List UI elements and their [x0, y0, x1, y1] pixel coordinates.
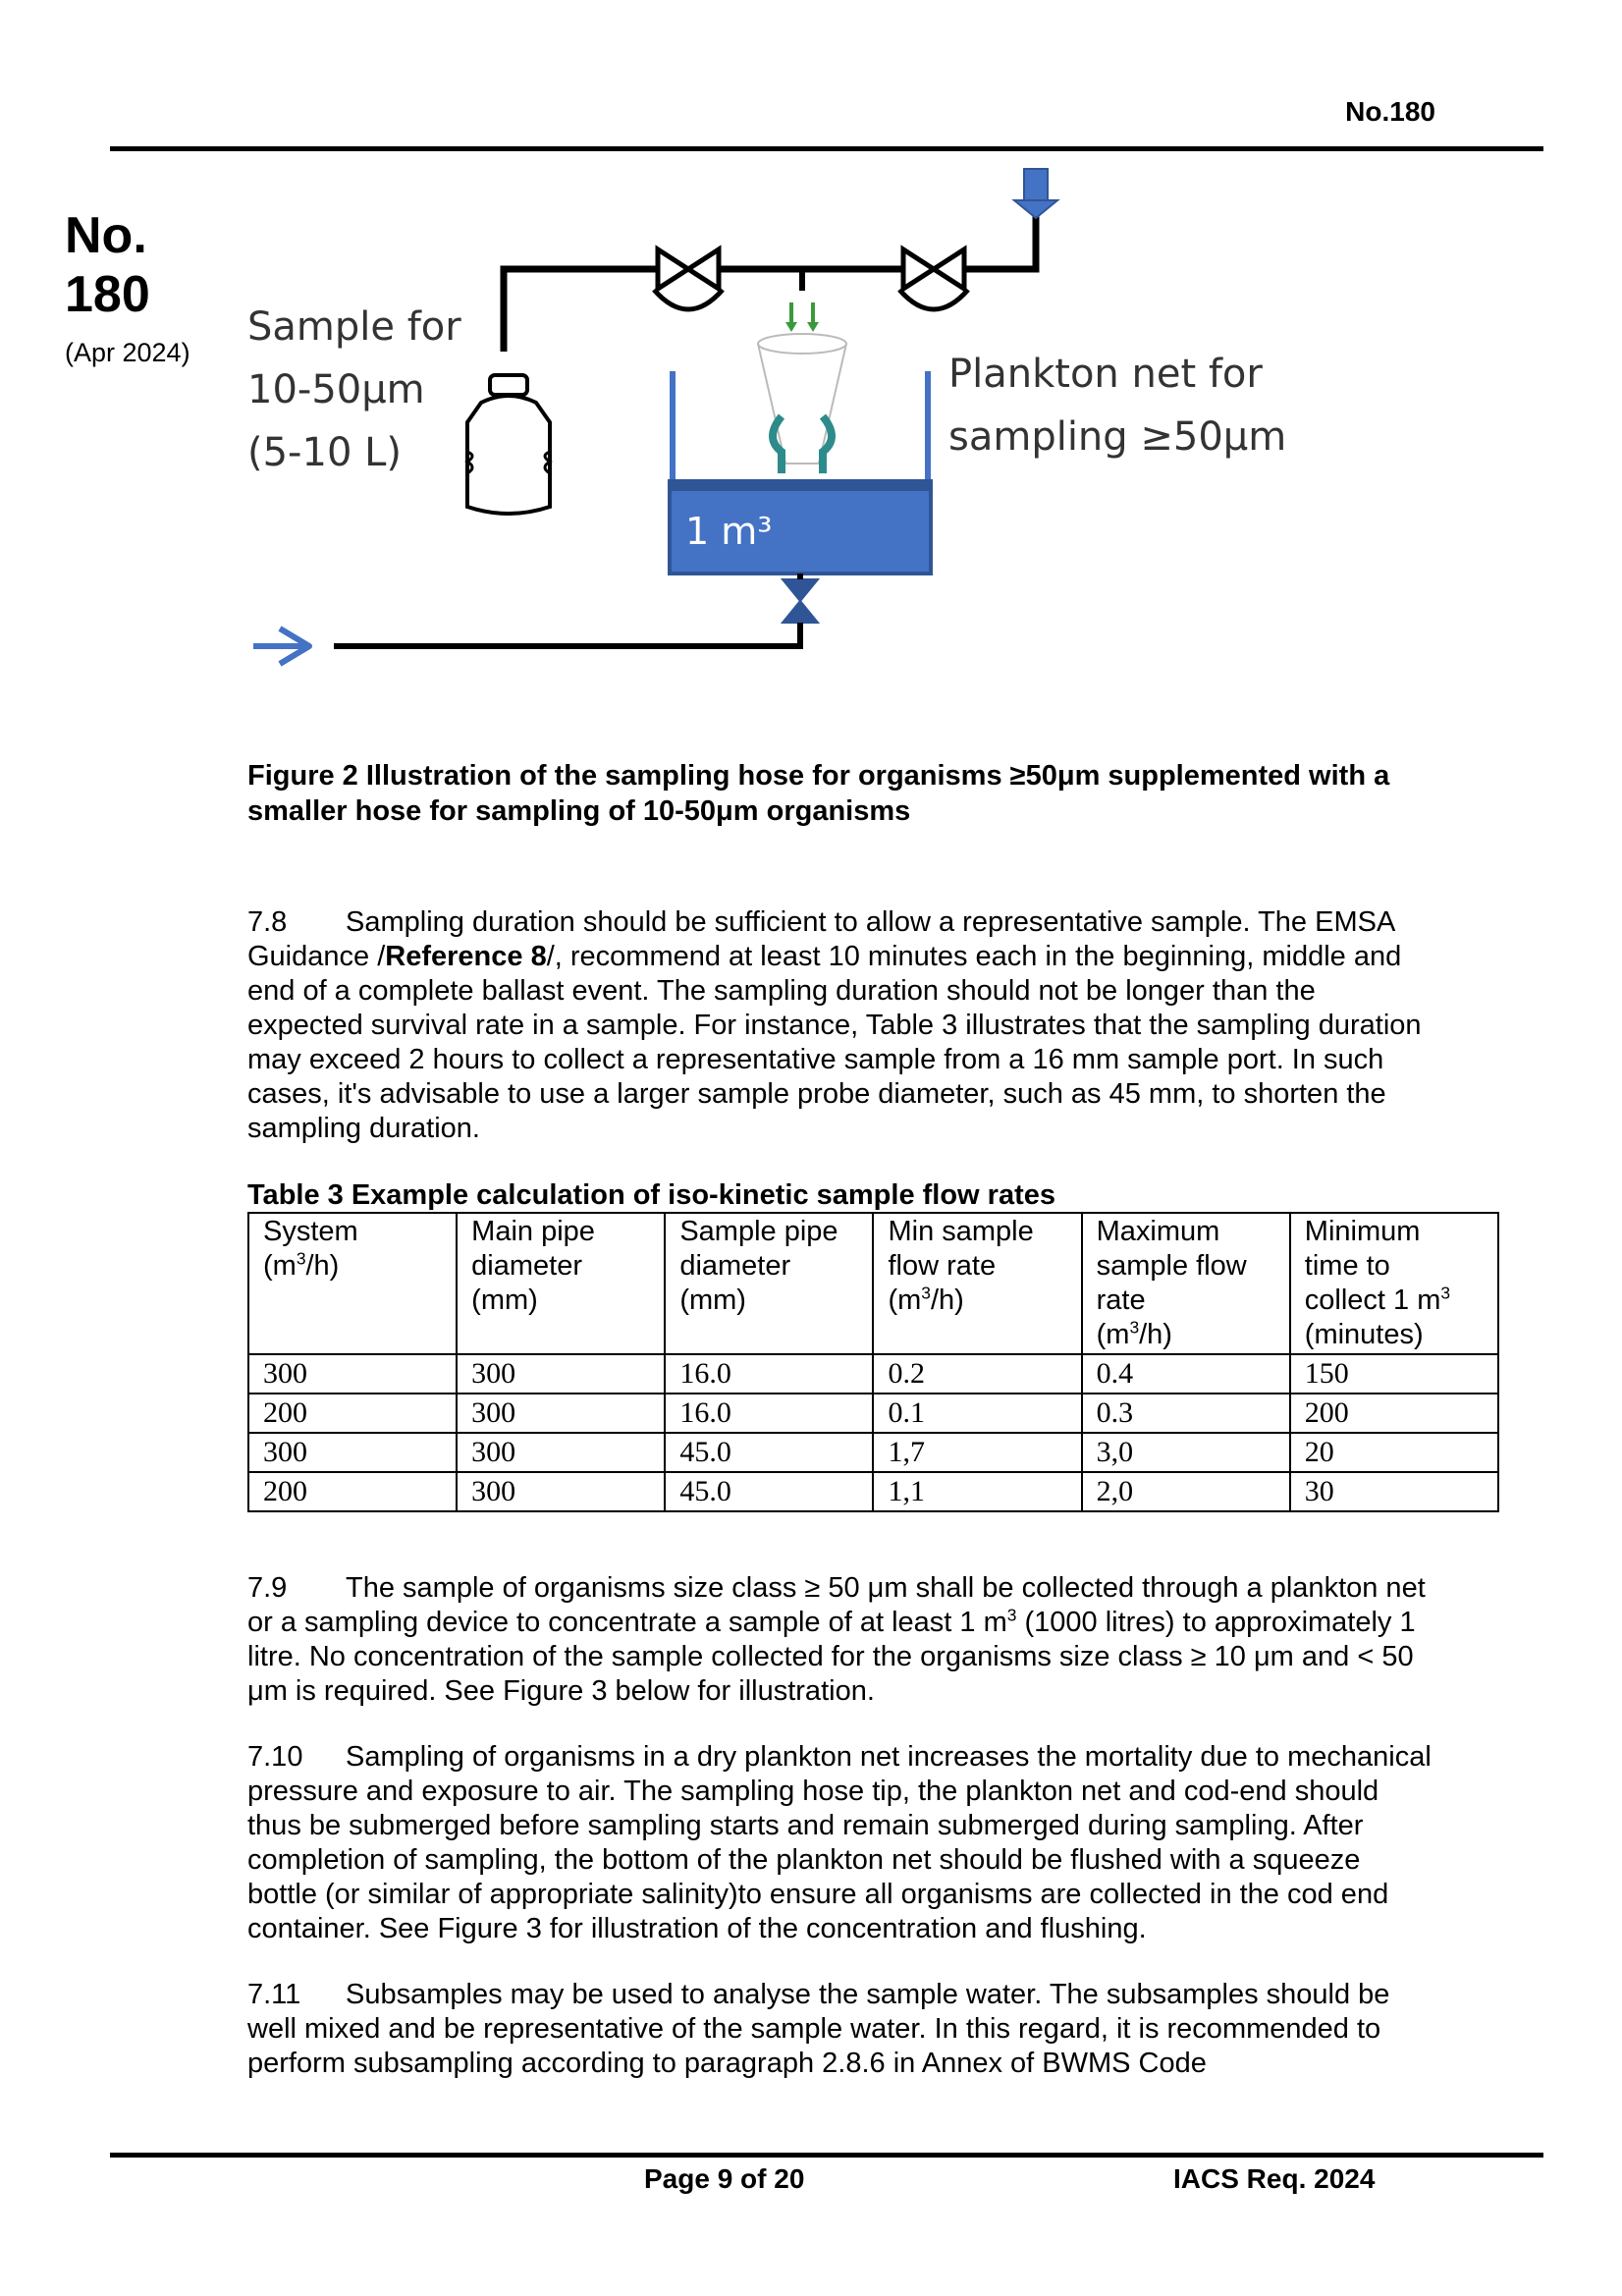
caption-line-2: smaller hose for sampling of 10-50μm organisms — [247, 795, 911, 827]
footer-rule — [110, 2153, 1543, 2158]
table-body — [248, 1354, 1498, 1511]
reference-link: Reference 8 — [385, 941, 547, 972]
table-cell: 300 — [457, 1433, 665, 1472]
table-cell: 150 — [1290, 1354, 1498, 1394]
bottle-icon — [467, 375, 550, 514]
header-superscript: 3 — [296, 1248, 306, 1269]
table-header-cell — [665, 1213, 873, 1354]
outlet-pipe — [334, 574, 800, 646]
para-line: μm is required. See Figure 3 below for illustration. — [247, 1675, 875, 1707]
table-cell: 45.0 — [665, 1433, 873, 1472]
para-line: Subsamples may be used to analyse the sample water. The subsamples should be — [346, 1979, 1390, 2010]
table-cell: 0.1 — [873, 1394, 1081, 1433]
table-header-cell — [1082, 1213, 1290, 1354]
table-cell: 200 — [248, 1472, 457, 1511]
caption-line-1: Figure 2 Illustration of the sampling hose for organisms ≥50μm supplemented with a — [247, 760, 1390, 792]
table-cell: 0.4 — [1082, 1354, 1290, 1394]
para-line: cases, it's advisable to use a larger sample probe diameter, such as 45 mm, to shorten the — [247, 1078, 1386, 1110]
header-superscript: 3 — [921, 1283, 931, 1303]
sample-hose-pipe — [504, 269, 658, 352]
header-text-tail: /h) — [930, 1285, 964, 1316]
para-line: bottle (or similar of appropriate salinity)to ensure all organisms are collected in the cod end — [247, 1879, 1389, 1910]
inflow-arrow-icon — [1014, 169, 1057, 218]
header-text: Main pipe diameter (mm) — [471, 1216, 595, 1316]
para-line: Sampling duration should be sufficient to allow a representative sample. The EMSA — [346, 906, 1396, 938]
header-text: Sample pipe diameter (mm) — [679, 1216, 838, 1316]
header-rule — [110, 146, 1543, 151]
para-line: well mixed and be representative of the sample water. In this regard, it is recommended to — [247, 2013, 1381, 2045]
table-cell: 16.0 — [665, 1394, 873, 1433]
tank-1m3 — [670, 371, 931, 574]
table-cell: 300 — [248, 1354, 457, 1394]
para-line: container. See Figure 3 for illustration of the concentration and flushing. — [247, 1913, 1147, 1944]
table-row — [248, 1433, 1498, 1472]
para-number: 7.11 — [247, 1979, 301, 2010]
para-line: sampling duration. — [247, 1113, 480, 1144]
header-text-tail: (minutes) — [1304, 1319, 1424, 1350]
para-number: 7.8 — [247, 906, 288, 938]
table-row — [248, 1472, 1498, 1511]
para-line: The sample of organisms size class ≥ 50 μm shall be collected through a plankton net — [346, 1572, 1426, 1604]
table-cell: 30 — [1290, 1472, 1498, 1511]
para-line: completion of sampling, the bottom of the plankton net should be flushed with a squeeze — [247, 1844, 1361, 1876]
table-cell: 300 — [457, 1472, 665, 1511]
para-line: Sampling of organisms in a dry plankton net increases the mortality due to mechanical — [346, 1741, 1432, 1773]
table-title: Table 3 Example calculation of iso-kinetic sample flow rates — [247, 1179, 1056, 1211]
net-label-line-1: Plankton net for — [948, 352, 1263, 397]
sample-label-line-2: 10-50μm — [247, 367, 425, 412]
outflow-arrow-icon — [253, 629, 309, 664]
table-header-cell — [248, 1213, 457, 1354]
valve-right-icon — [899, 249, 968, 309]
sidebar-date: (Apr 2024) — [65, 338, 190, 367]
header-doc-number: No.180 — [1345, 96, 1435, 127]
para-line: thus be submerged before sampling starts and remain submerged during sampling. After — [247, 1810, 1364, 1841]
header-text: System (m — [263, 1216, 358, 1282]
para-line: /, recommend at least 10 minutes each in the beginning, middle and — [546, 941, 1402, 972]
sample-label-line-1: Sample for — [247, 304, 461, 350]
para-line: litre. No concentration of the sample collected for the organisms size class ≥ 10 μm and < 50 — [247, 1641, 1414, 1672]
header-text-tail: /h) — [305, 1250, 340, 1282]
table-header-cell — [457, 1213, 665, 1354]
table-cell: 300 — [457, 1354, 665, 1394]
valve-bottom-icon — [783, 579, 818, 623]
sampling-diagram — [226, 157, 1345, 717]
para-number: 7.9 — [247, 1572, 288, 1604]
para-line: (1000 litres) to approximately 1 — [1016, 1607, 1416, 1638]
table-cell: 45.0 — [665, 1472, 873, 1511]
figure-caption — [247, 758, 1524, 829]
table-cell: 0.2 — [873, 1354, 1081, 1394]
header-text: Min sample flow rate (m — [888, 1216, 1034, 1316]
net-label-line-2: sampling ≥50μm — [948, 414, 1287, 460]
sample-label-line-3: (5-10 L) — [247, 430, 402, 475]
table-cell: 20 — [1290, 1433, 1498, 1472]
paragraph-7-10 — [247, 1740, 1524, 1946]
sidebar-no-label: No. — [65, 207, 147, 264]
paragraph-7-11 — [247, 1978, 1524, 2081]
para-line: perform subsampling according to paragraph 2.8.6 in Annex of BWMS Code — [247, 2048, 1207, 2079]
table-cell: 1,7 — [873, 1433, 1081, 1472]
para-line: Guidance / — [247, 941, 386, 972]
table-cell: 300 — [248, 1433, 457, 1472]
header-superscript: 3 — [1440, 1283, 1451, 1303]
valve-left-icon — [654, 249, 723, 309]
inlet-pipe — [964, 204, 1036, 269]
table-cell: 2,0 — [1082, 1472, 1290, 1511]
table-header-cell — [873, 1213, 1081, 1354]
table-row — [248, 1354, 1498, 1394]
flow-rate-table — [247, 1212, 1499, 1512]
superscript: 3 — [1006, 1605, 1017, 1625]
header-text: Maximum sample flow rate (m — [1096, 1216, 1247, 1350]
header-text-tail: /h) — [1139, 1319, 1172, 1350]
table-cell: 16.0 — [665, 1354, 873, 1394]
paragraph-7-8 — [247, 905, 1524, 1146]
header-text: Minimum time to collect 1 m — [1304, 1216, 1441, 1316]
table-cell: 200 — [1290, 1394, 1498, 1433]
footer-org: IACS Req. 2024 — [1173, 2163, 1376, 2194]
sidebar-doc-id — [65, 206, 150, 324]
para-line: end of a complete ballast event. The sampling duration should not be longer than the — [247, 975, 1316, 1007]
para-line: pressure and exposure to air. The sampling hose tip, the plankton net and cod-end should — [247, 1776, 1379, 1807]
para-line: or a sampling device to concentrate a sample of at least 1 m — [247, 1607, 1007, 1638]
paragraph-7-9 — [247, 1571, 1524, 1709]
sidebar-number: 180 — [65, 266, 150, 323]
table-cell: 300 — [457, 1394, 665, 1433]
para-number: 7.10 — [247, 1741, 303, 1773]
table-header-row — [248, 1213, 1498, 1354]
footer-page-number: Page 9 of 20 — [644, 2163, 805, 2194]
tank-label: 1 m³ — [685, 510, 773, 553]
table-cell: 200 — [248, 1394, 457, 1433]
para-line: may exceed 2 hours to collect a representative sample from a 16 mm sample port. In such — [247, 1044, 1384, 1075]
header-superscript: 3 — [1129, 1317, 1140, 1338]
table-row — [248, 1394, 1498, 1433]
table-cell: 1,1 — [873, 1472, 1081, 1511]
table-header-cell — [1290, 1213, 1498, 1354]
para-line: expected survival rate in a sample. For instance, Table 3 illustrates that the sampling duration — [247, 1010, 1422, 1041]
table-cell: 3,0 — [1082, 1433, 1290, 1472]
table-cell: 0.3 — [1082, 1394, 1290, 1433]
